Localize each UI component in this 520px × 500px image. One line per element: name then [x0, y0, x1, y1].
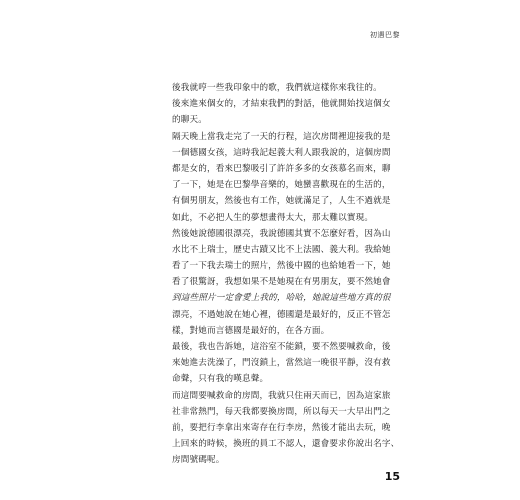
text-line: 有個男朋友，然後也有工作，她就滿足了，人生不過就是 [172, 196, 391, 207]
text-line: 了一下，她是在巴黎學音樂的，她蠻喜歡現在的生活的， [172, 180, 391, 191]
text-line: 房間號碼呢。 [172, 455, 225, 466]
text-line: 漂亮，不過她說在她心裡，德國還是最好的，反正不管怎 [172, 309, 391, 320]
text-line: 水比不上瑞士，歷史古蹟又比不上法國、義大利。我給她 [172, 244, 391, 255]
text-line: 然後她說德國很漂亮，我說德國其實不怎麼好看，因為山 [172, 228, 391, 239]
text-line: 一個德國女孩，這時我記起義大利人跟我說的，這個房間 [172, 147, 391, 158]
body-text [172, 80, 402, 469]
text-line: 看了一下我去瑞士的照片，然後中國的也給她看一下，她 [172, 261, 391, 272]
text-line: 的聊天。 [172, 115, 207, 126]
text-line: 後來進來個女的，才結束我們的對話，他就開始找這個女 [172, 99, 391, 110]
text-line: 上回來的時候，換班的員工不認人，還會要求你說出名字、 [172, 439, 400, 450]
text-line: 最後，我也告訴她，這浴室不能鎖，要不然要喊救命，後 [172, 342, 391, 352]
text-line: 都是女的，看來巴黎吸引了許許多多的女孩慕名而來，聊 [172, 163, 391, 174]
text-line: 如此，不必把人生的夢想畫得太大，那太難以實現。 [172, 212, 374, 223]
text-line: 隔天晚上當我走完了一天的行程，這次房間裡迎接我的是 [172, 131, 391, 142]
running-head: 初遇巴黎 [370, 31, 400, 39]
text-line: 看了很驚訝，我想如果不是她現在有男朋友，要不然她會 [172, 277, 391, 288]
text-line: 前，要把行李拿出來寄存在行李房，然後才能出去玩，晚 [172, 422, 391, 433]
text-line: 樣，對她而言德國是最好的，在各方面。 [172, 325, 330, 336]
text-line: 而這間要喊救命的房間，我就只住兩天而已，因為這家旅 [172, 390, 391, 401]
text-line: 來她進去洗澡了，門沒鎖上，當然這一晚很平靜，沒有救 [172, 358, 391, 369]
text-line: 命聲，只有我的嘆息聲。 [172, 374, 269, 385]
text-line: 社非常熱門，每天我都要換房間，所以每天一大早出門之 [172, 406, 391, 417]
text-line: 到這些照片一定會愛上我的，哈哈，她說這些地方真的很 [172, 293, 391, 304]
page-number: 15 [384, 470, 400, 483]
text-line: 後我就哼一些我印象中的歌，我們就這樣你來我往的。 [172, 83, 382, 93]
